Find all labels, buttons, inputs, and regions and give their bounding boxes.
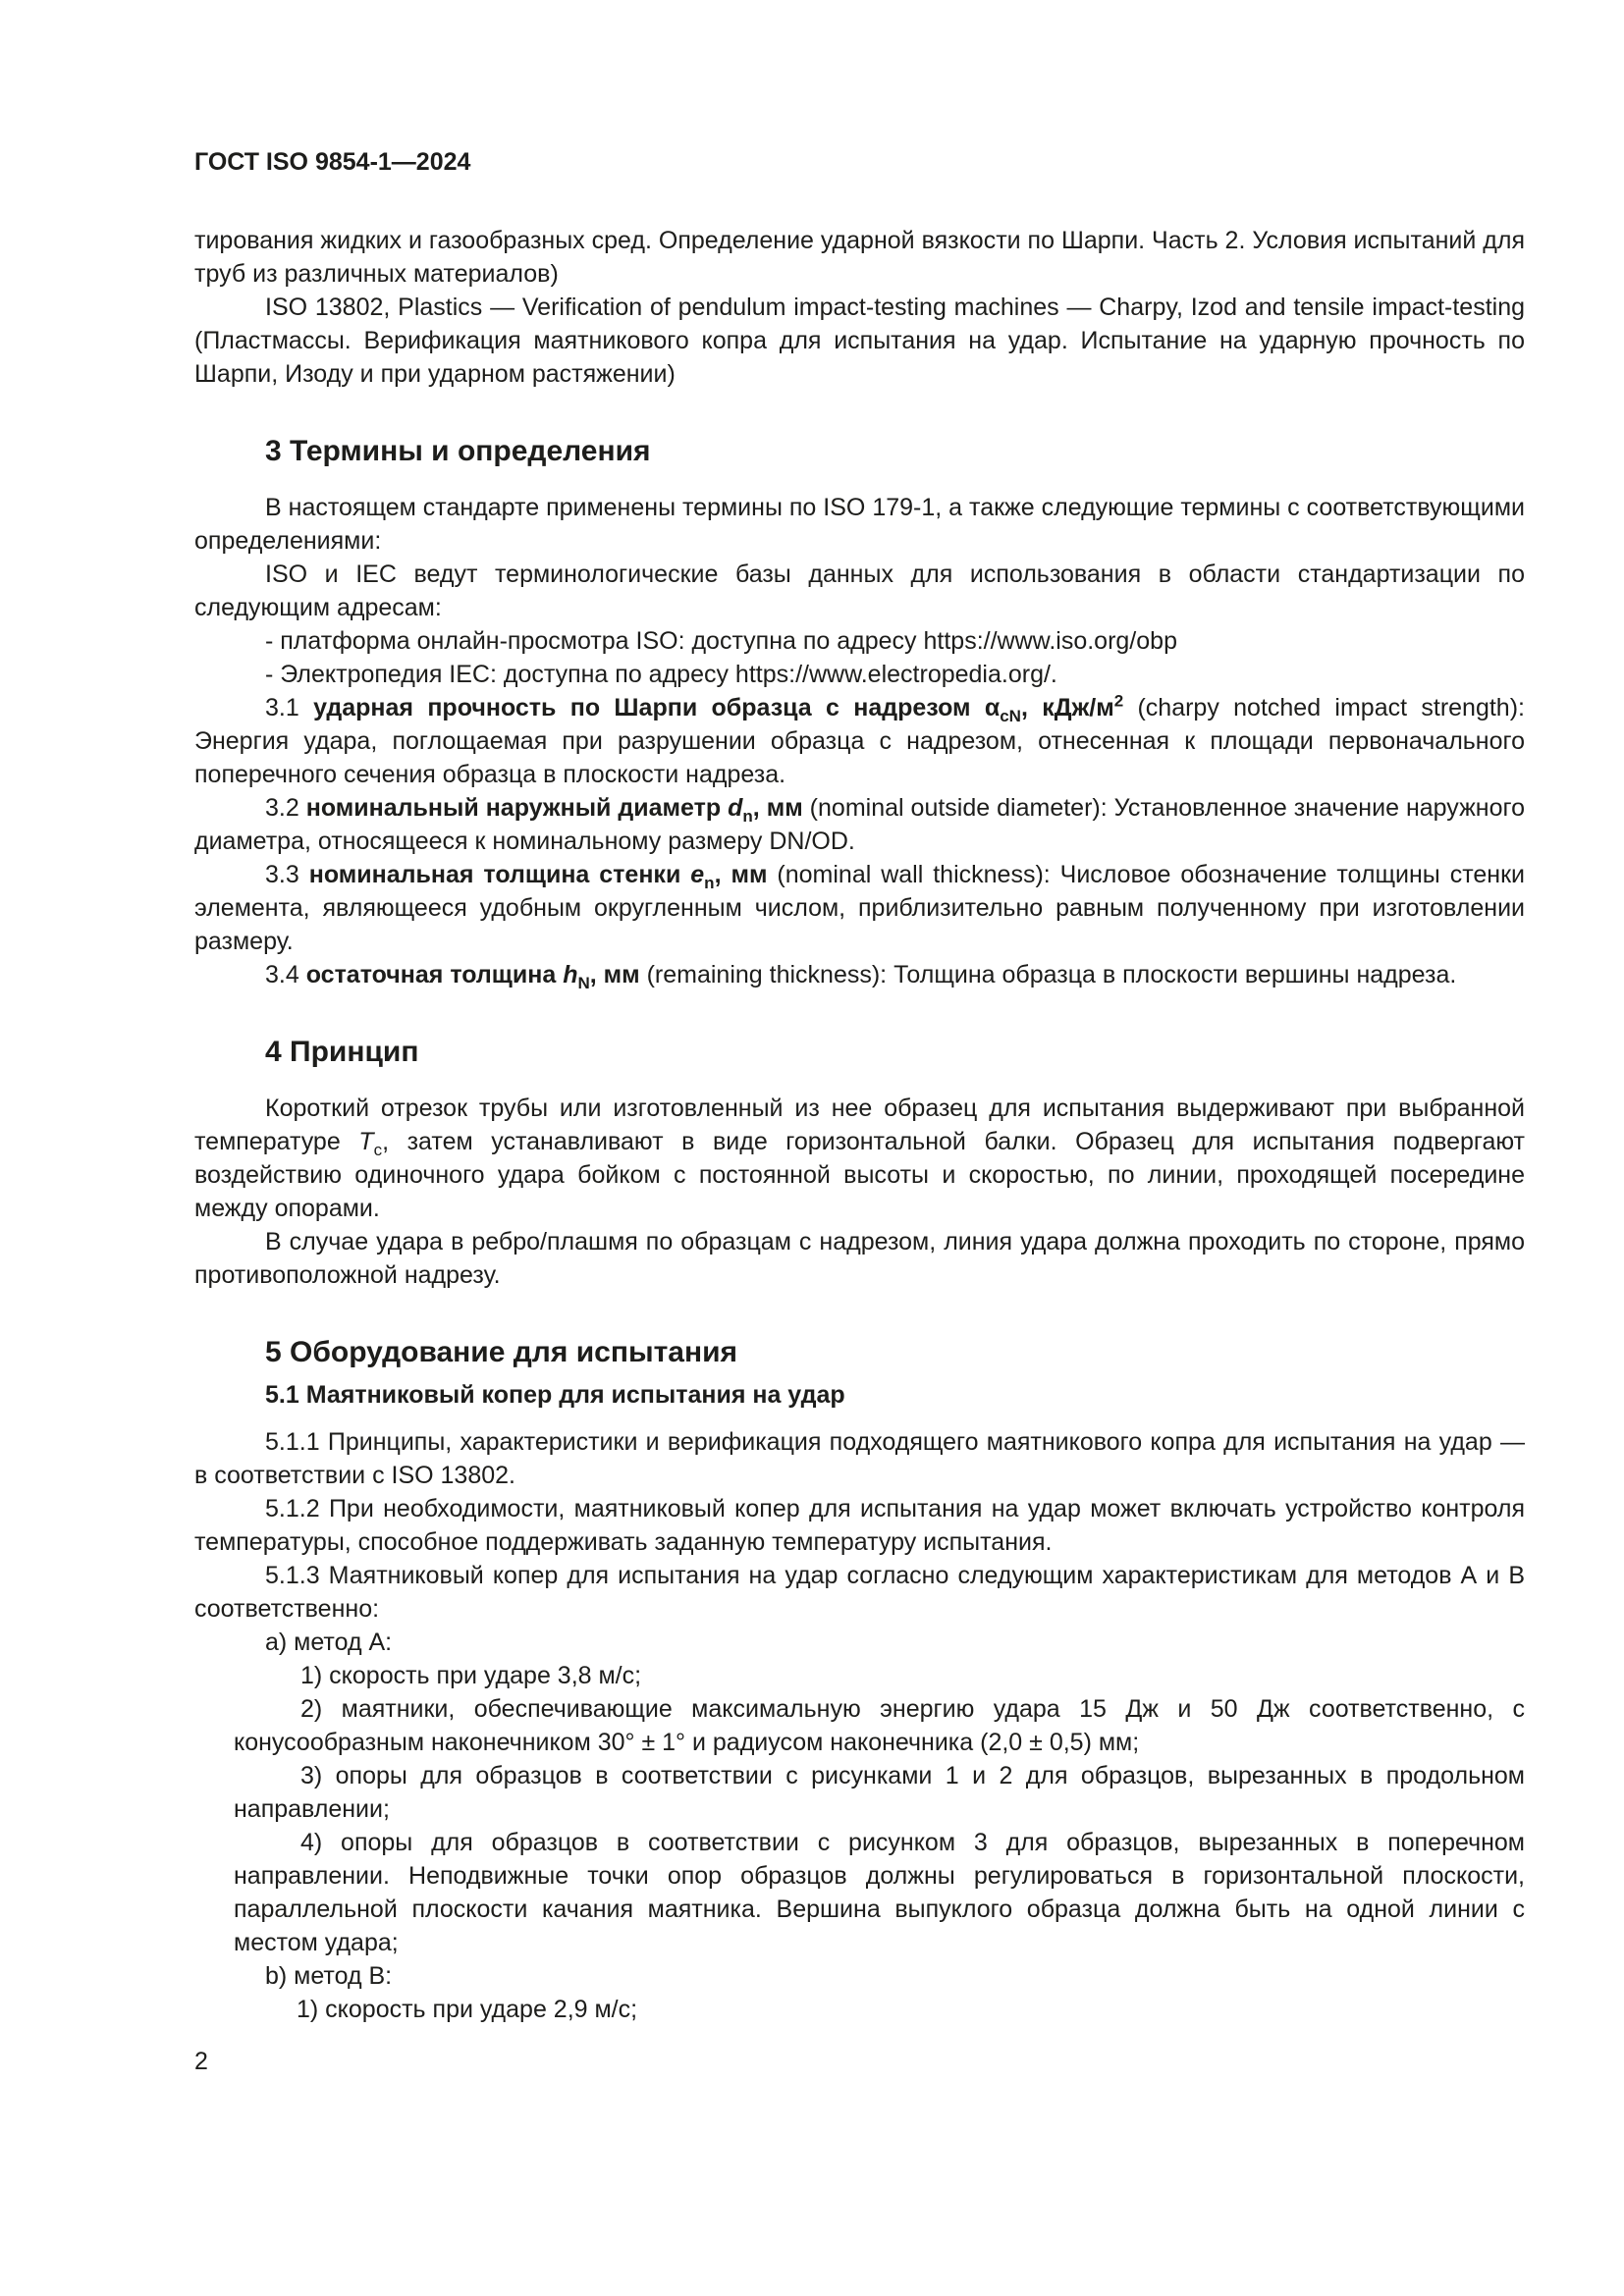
clause-5-1-1: 5.1.1 Принципы, характеристики и верификация подходящего маятникового копра для испытания на удар — в соответствии с ISO 13802. [194, 1428, 1525, 1489]
section-3-title: 3 Термины и определения [265, 435, 651, 467]
term-symbol: d [728, 794, 743, 822]
term-symbol: h [563, 961, 578, 988]
term-definition: (nominal wall thickness): Числовое обозначение толщины стенки элемента, являющееся удобным округленным числом, приблизительно равным полученному при изготовлении размеру. [194, 861, 1525, 955]
term-symbol-subscript: cN [1000, 707, 1021, 725]
term-name: ударная прочность по Шарпи образца с надрезом α [313, 694, 1001, 721]
term-3-1 [194, 691, 1525, 791]
list-item: b) метод В: [265, 1962, 393, 1990]
term-number: 3.3 [265, 861, 299, 888]
term-unit: , мм [714, 861, 768, 888]
list-item: - Электропедия IEC: доступна по адресу https://www.electropedia.org/. [265, 661, 1057, 688]
page-number: 2 [194, 2048, 208, 2075]
term-3-2 [194, 791, 1525, 858]
term-name: номинальная толщина стенки [308, 861, 691, 888]
clause-5-1-2: 5.1.2 При необходимости, маятниковый копер для испытания на удар может включать устройство контроля температуры, способное поддерживать заданную температуру испытания. [194, 1495, 1525, 1556]
term-definition: (remaining thickness): Толщина образца в плоскости вершины надреза. [639, 961, 1457, 988]
section-5-title: 5 Оборудование для испытания [265, 1336, 738, 1368]
temperature-symbol: T [358, 1128, 374, 1155]
list-item: 1) скорость при ударе 3,8 м/с; [300, 1662, 642, 1689]
term-number: 3.1 [265, 694, 299, 721]
term-number: 3.4 [265, 961, 299, 988]
paragraph: Короткий отрезок трубы или изготовленный из нее образец для испытания выдерживают при выбранной температуре $T_c$, затем устанавливают в виде горизонтальной балки. Образец для испытания подвергают воздействию одиночного удара бойком с постоянной высоты и скоростью, по линии, проходящей посередине между опорами. [194, 1095, 1525, 1222]
list-item: 3) опоры для образцов в соответствии с рисунками 1 и 2 для образцов, вырезанных в продольном направлении; [234, 1762, 1525, 1823]
term-symbol: e [690, 861, 705, 888]
term-definition: (charpy notched impact strength): Энергия удара, поглощаемая при разрушении образца с надрезом, отнесенная к площади первоначального поперечного сечения образца в плоскости надреза. [194, 694, 1525, 788]
term-symbol-subscript: n [742, 807, 753, 826]
term-number: 3.2 [265, 794, 299, 822]
reference-paragraph: ISO 13802, Plastics — Verification of pendulum impact-testing machines — Charpy, Izod and tensile impact-testing (Пластмассы. Верификация маятникового копра для испытания на удар. Испытание на ударную прочность по Шарпи, Изоду и при ударном растяжении) [194, 294, 1525, 388]
list-item: 1) скорость при ударе 2,9 м/с; [297, 1996, 638, 2023]
document-body [194, 224, 1525, 2026]
section-4-title: 4 Принцип [265, 1036, 419, 1068]
list-item: а) метод А: [265, 1629, 393, 1656]
paragraph: В настоящем стандарте применены термины по ISO 179-1, а также следующие термины с соответствующими определениями: [194, 494, 1525, 555]
paragraph: В случае удара в ребро/плашмя по образцам с надрезом, линия удара должна проходить по стороне, прямо противоположной надрезу. [194, 1228, 1525, 1289]
term-3-4 [194, 958, 1525, 991]
term-unit: , мм [589, 961, 640, 988]
reference-paragraph: тирования жидких и газообразных сред. Определение ударной вязкости по Шарпи. Часть 2. Условия испытаний для труб из различных материалов) [194, 227, 1525, 288]
term-symbol-subscript: N [577, 974, 590, 992]
paragraph: ISO и IEC ведут терминологические базы данных для использования в области стандартизации по следующим адресам: [194, 561, 1525, 621]
list-item: 2) маятники, обеспечивающие максимальную энергию удара 15 Дж и 50 Дж соответственно, с конусообразным наконечником 30° ± 1° и радиусом наконечника (2,0 ± 0,5) мм; [234, 1695, 1525, 1756]
term-name: остаточная толщина [305, 961, 564, 988]
document-header: ГОСТ ISO 9854-1—2024 [194, 148, 471, 176]
term-unit-superscript: 2 [1113, 691, 1124, 711]
term-name: номинальный наружный диаметр [305, 794, 729, 822]
term-unit: , кДж/м [1020, 694, 1114, 721]
list-item: - платформа онлайн-просмотра ISO: доступна по адресу https://www.iso.org/obp [265, 627, 1177, 655]
list-item: 4) опоры для образцов в соответствии с рисунком 3 для образцов, вырезанных в поперечном направлении. Неподвижные точки опор образцов должны регулироваться в горизонтальной плоскости, параллельной плоскости качания маятника. Вершина выпуклого образца должна быть на одной линии с местом удара; [234, 1829, 1525, 1956]
clause-5-1-3: 5.1.3 Маятниковый копер для испытания на удар согласно следующим характеристикам для методов А и В соответственно: [194, 1562, 1525, 1623]
term-unit: , мм [752, 794, 803, 822]
term-symbol-subscript: n [704, 874, 715, 892]
term-3-3 [194, 858, 1525, 958]
term-definition: (nominal outside diameter): Установленное значение наружного диаметра, относящееся к номинальному размеру DN/OD. [194, 794, 1525, 855]
subsection-5-1-title: 5.1 Маятниковый копер для испытания на удар [265, 1381, 845, 1409]
